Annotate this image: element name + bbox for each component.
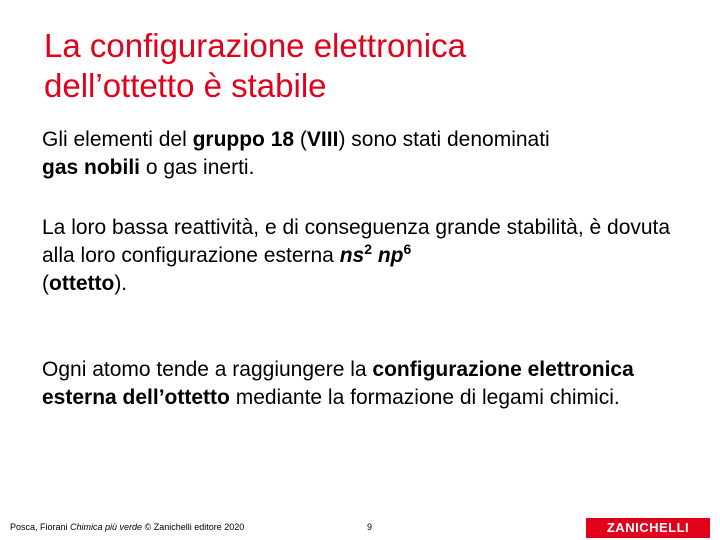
paragraph-3 xyxy=(42,356,682,412)
p1-text-e: ) sono stati denominati xyxy=(338,128,550,151)
p2-np: np xyxy=(377,244,404,267)
zanichelli-logo: ZANICHELLI xyxy=(586,518,710,538)
p1-text-c: ( xyxy=(294,128,307,151)
page-number: 9 xyxy=(367,522,373,532)
p2-ns: ns xyxy=(339,244,365,267)
p1-bold-gruppo: gruppo 18 xyxy=(192,128,295,151)
title-line-1: La configurazione elettronica xyxy=(44,27,466,64)
paragraph-1 xyxy=(42,126,682,182)
p2-text-a: La loro bassa reattività, e di conseguenza grande stabilità, è dovuta alla loro configurazione esterna xyxy=(42,216,676,267)
p2-np-exponent: 6 xyxy=(403,241,412,257)
p2-ns-exponent: 2 xyxy=(364,241,372,257)
paragraph-2 xyxy=(42,214,682,298)
p1-text-a: Gli elementi del xyxy=(42,128,193,151)
p2-bold-ottetto: ottetto xyxy=(49,272,115,295)
p2-text-b: ( xyxy=(42,272,49,295)
title-line-2: dell’ottetto è stabile xyxy=(44,67,327,104)
p2-text-d: ). xyxy=(114,272,128,295)
slide-title xyxy=(44,26,684,106)
footer-authors: Posca, Fiorani xyxy=(10,522,71,532)
footer-publisher: © Zanichelli editore 2020 xyxy=(142,522,245,532)
p1-bold-gas-nobili: gas nobili xyxy=(42,156,141,179)
p1-text-g: o gas inerti. xyxy=(140,156,255,179)
p1-bold-viii: VIII xyxy=(306,128,339,151)
footer-credits xyxy=(10,522,244,532)
p3-text-c: mediante la formazione di legami chimici. xyxy=(229,386,620,409)
p3-bold-configurazione: configurazione elettronica esterna dell’ottetto xyxy=(42,358,640,409)
p3-text-a: Ogni atomo tende a raggiungere la xyxy=(42,358,373,381)
footer-book-title: Chimica più verde xyxy=(70,522,143,532)
